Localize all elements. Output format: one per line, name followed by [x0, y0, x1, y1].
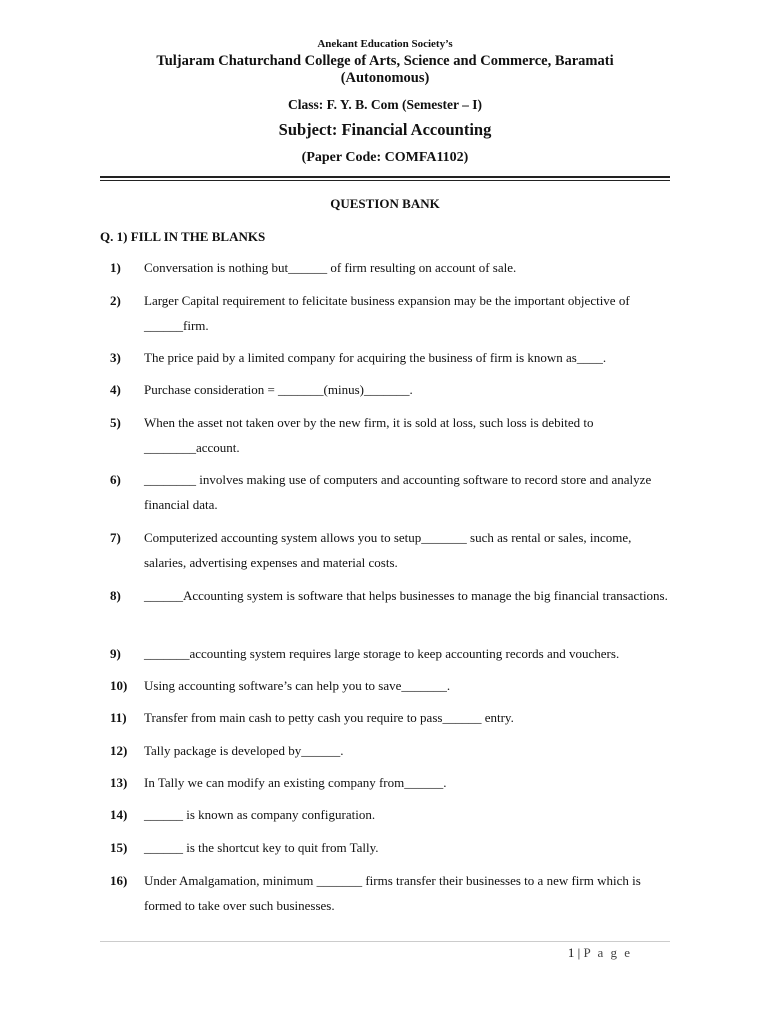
section-title: Q. 1) FILL IN THE BLANKS: [100, 229, 266, 244]
college-name-line2: (Autonomous): [340, 70, 430, 86]
question-text: Using accounting software’s can help you to save_______.: [144, 678, 451, 693]
header-divider-thin: [100, 180, 670, 181]
question-number: 2): [110, 293, 121, 308]
page-label: P a g e: [583, 945, 632, 960]
question-text: In Tally we can modify an existing company from______.: [144, 775, 447, 790]
question-text: ______Accounting system is software that helps businesses to manage the big financial transactions.: [144, 588, 668, 603]
class-line: Class: F. Y. B. Com (Semester – I): [288, 97, 482, 112]
question-number: 16): [110, 873, 128, 888]
footer-divider: [100, 941, 670, 942]
college-name: [0, 53, 770, 87]
question-number: 7): [110, 530, 121, 545]
question-text: Larger Capital requirement to felicitate business expansion may be the important objective of ______firm.: [144, 293, 630, 333]
question-number: 3): [110, 350, 121, 365]
question-number: 9): [110, 646, 121, 661]
question-text: ________ involves making use of computers and accounting software to record store and analyze financial data.: [144, 472, 652, 512]
question-text: Transfer from main cash to petty cash you require to pass______ entry.: [144, 710, 514, 725]
question-bank-title: QUESTION BANK: [330, 196, 440, 211]
header-divider-thick: [100, 176, 670, 178]
society-name: Anekant Education Society’s: [317, 38, 453, 50]
question-text: Computerized accounting system allows you to setup_______ such as rental or sales, income, salaries, advertising expenses and material costs.: [144, 530, 632, 570]
question-number: 1): [110, 260, 121, 275]
subject-title: Subject: Financial Accounting: [278, 120, 492, 139]
question-text: The price paid by a limited company for acquiring the business of firm is known as____.: [144, 350, 607, 365]
question-text: When the asset not taken over by the new firm, it is sold at loss, such loss is debited to ________account.: [144, 415, 594, 455]
question-text: Tally package is developed by______.: [144, 743, 344, 758]
question-number: 10): [110, 678, 128, 693]
page-separator: |: [574, 945, 584, 960]
college-name-line1: Tuljaram Chaturchand College of Arts, Science and Commerce, Baramati: [156, 53, 614, 69]
paper-code: (Paper Code: COMFA1102): [301, 150, 469, 165]
question-number: 6): [110, 472, 121, 487]
question-number: 13): [110, 775, 128, 790]
question-text: ______ is the shortcut key to quit from Tally.: [144, 840, 379, 855]
page-footer: [440, 945, 632, 961]
question-number: 12): [110, 743, 128, 758]
question-number: 4): [110, 382, 121, 397]
question-number: 15): [110, 840, 128, 855]
question-text: Purchase consideration = _______(minus)_______.: [144, 382, 413, 397]
question-text: Under Amalgamation, minimum _______ firms transfer their businesses to a new firm which is formed to take over such businesses.: [144, 873, 641, 913]
question-text: Conversation is nothing but______ of firm resulting on account of sale.: [144, 260, 517, 275]
question-text: _______accounting system requires large storage to keep accounting records and vouchers.: [144, 646, 620, 661]
question-number: 14): [110, 807, 128, 822]
page-number: 1: [567, 945, 575, 960]
question-number: 5): [110, 415, 121, 430]
question-text: ______ is known as company configuration.: [144, 807, 376, 822]
question-number: 11): [110, 710, 127, 725]
question-number: 8): [110, 588, 121, 603]
